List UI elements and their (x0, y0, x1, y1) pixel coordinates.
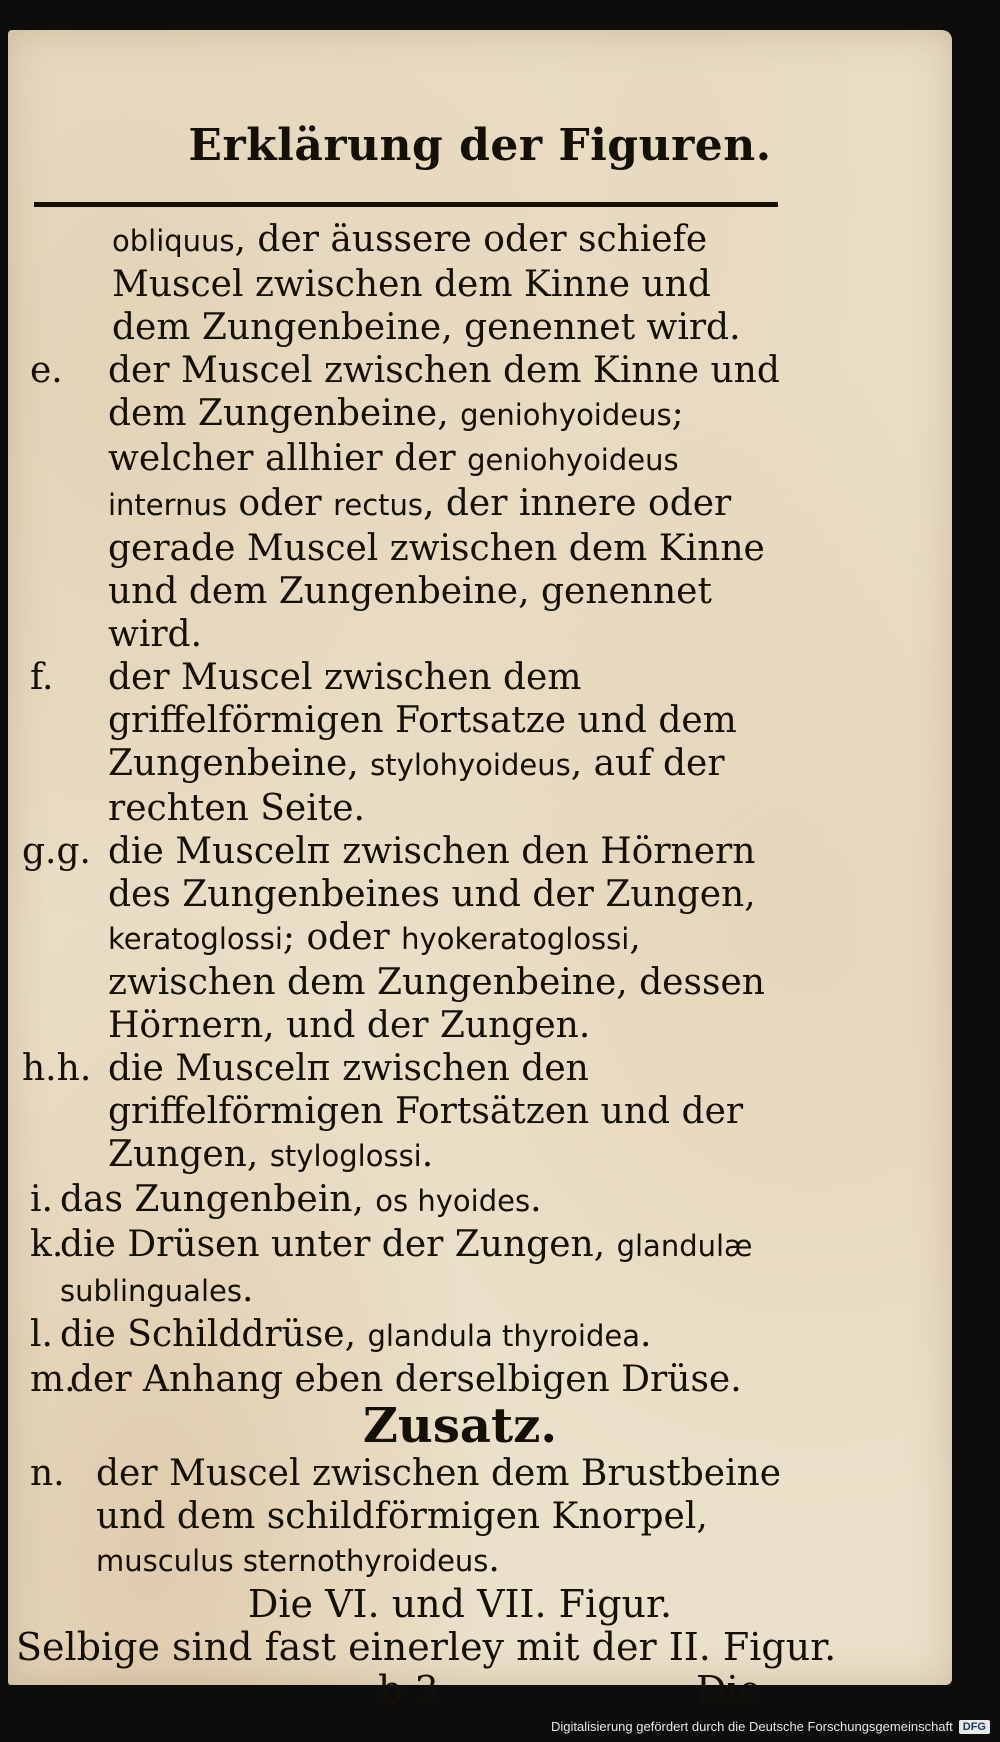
page-header: Erklärung der Figuren. (188, 120, 772, 171)
entry-letter: m. (30, 1359, 76, 1400)
digitization-credit (551, 1719, 990, 1734)
figure-heading: Die VI. und VII. Figur. (247, 1582, 673, 1626)
legend-entry (8, 1358, 952, 1401)
entry-text: der Muscel zwischen dem Kinne und dem Zungenbeine, geniohyoideus; welcher allhier der geniohyoideus internus oder rectus, der innere oder gerade Muscel zwischen dem Kinne und dem Zungenbeine, genennet wird. (108, 350, 780, 655)
legend-entry (8, 218, 952, 349)
addition-entry (8, 1452, 952, 1583)
page-body (8, 218, 952, 1713)
book-page (8, 30, 952, 1712)
entry-letter: h.h. (22, 1048, 92, 1089)
entry-text: der Muscel zwischen dem Brustbeine und dem schildförmigen Knorpel, musculus sternothyroideus. (96, 1453, 782, 1580)
legend-entry (8, 1313, 952, 1358)
legend-entry (8, 1223, 952, 1313)
entry-text: obliquus, der äussere oder schiefe Muscel zwischen dem Kinne und dem Zungenbeine, genennet wird. (112, 219, 741, 348)
entry-text: das Zungenbein, os hyoides. (60, 1179, 542, 1220)
legend-entry (8, 1452, 952, 1583)
entry-letter: g.g. (22, 831, 91, 872)
legend-entry (8, 830, 952, 1047)
entry-text: der Anhang eben derselbigen Drüse. (70, 1359, 742, 1400)
entry-text: die Schilddrüse, glandula thyroidea. (60, 1314, 652, 1355)
catchword: Die (696, 1668, 762, 1712)
entry-text: die Drüsen unter der Zungen, glandulæ sublinguales. (60, 1224, 753, 1310)
closing-line: Selbige sind fast einerley mit der II. Figur. (16, 1625, 837, 1669)
dfg-logo: DFG (959, 1720, 990, 1734)
entry-letter: i. (30, 1179, 53, 1220)
entry-list (8, 218, 952, 1401)
entry-text: der Muscel zwischen dem griffelförmigen Fortsatze und dem Zungenbeine, stylohyoideus, auf der rechten Seite. (108, 657, 737, 829)
entry-letter: n. (30, 1453, 65, 1494)
entry-text: die Muscelп zwischen den griffelförmigen Fortsätzen und der Zungen, styloglossi. (108, 1048, 744, 1175)
legend-entry (8, 656, 952, 830)
section-title: Zusatz. (362, 1398, 558, 1454)
legend-entry (8, 349, 952, 656)
page-footer (8, 1669, 952, 1713)
entry-letter: k. (30, 1224, 64, 1265)
header-rule (34, 202, 778, 207)
entry-letter: l. (30, 1314, 53, 1355)
entry-letter: e. (30, 350, 63, 391)
legend-entry (8, 1178, 952, 1223)
credit-text: Digitalisierung gefördert durch die Deutsche Forschungsgemeinschaft (550, 1719, 953, 1734)
entry-text: die Muscelп zwischen den Hörnern des Zungenbeines und der Zungen, keratoglossi; oder hyokeratoglossi, zwischen dem Zungenbeine, dessen Hörnern, und der Zungen. (108, 831, 765, 1046)
signature-mark: b 3 (378, 1668, 439, 1712)
legend-entry (8, 1047, 952, 1178)
entry-letter: f. (30, 657, 54, 698)
